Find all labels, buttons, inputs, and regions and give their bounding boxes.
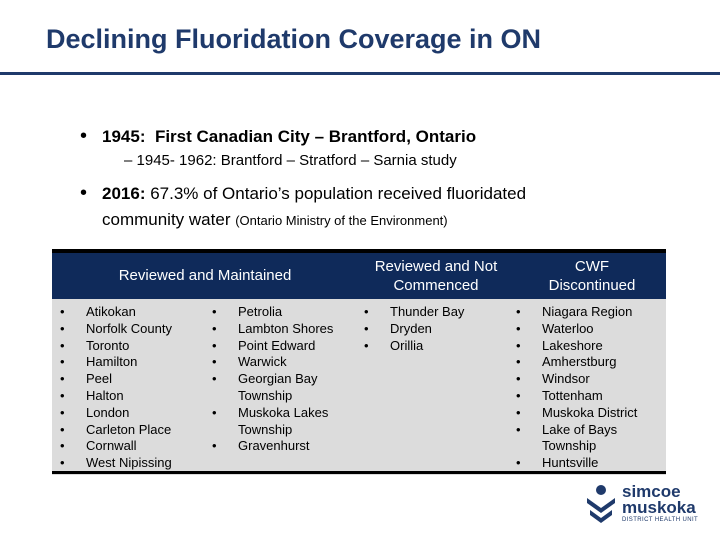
bullet-2016-line2-text: community water bbox=[102, 210, 231, 229]
list-bullet: • bbox=[60, 320, 65, 336]
list-bullet: • bbox=[516, 387, 521, 403]
column-maintained-2 bbox=[212, 304, 333, 455]
list-bullet: • bbox=[516, 354, 521, 370]
list-item bbox=[212, 304, 333, 321]
list-bullet: • bbox=[60, 371, 65, 387]
list-bullet: • bbox=[516, 455, 521, 471]
list-item bbox=[60, 405, 172, 422]
list-item bbox=[60, 371, 172, 388]
logo-district-health-unit: DISTRICT HEALTH UNIT bbox=[622, 517, 699, 523]
title-underline bbox=[0, 72, 720, 75]
list-item-text: Lake of Bays Township bbox=[542, 421, 618, 454]
list-bullet: • bbox=[60, 421, 65, 437]
list-item-text: Waterloo bbox=[542, 320, 594, 336]
list-item-text: Dryden bbox=[390, 320, 432, 336]
table-header bbox=[52, 249, 666, 299]
list-bullet: • bbox=[60, 387, 65, 403]
list-bullet: • bbox=[212, 438, 217, 454]
list-item-text: Lakeshore bbox=[542, 337, 603, 353]
list-item bbox=[60, 304, 172, 321]
list-bullet: • bbox=[60, 304, 65, 319]
list-item-text: Petrolia bbox=[238, 304, 283, 319]
list-bullet: • bbox=[60, 455, 65, 471]
list-bullet: • bbox=[516, 371, 521, 387]
list-bullet: • bbox=[212, 304, 217, 319]
header-cwf-discontinued: CWF Discontinued bbox=[548, 258, 636, 294]
bullet-dot: • bbox=[80, 125, 88, 147]
column-maintained-1 bbox=[60, 304, 172, 472]
list-item-text: Gravenhurst bbox=[238, 438, 310, 454]
list-item bbox=[516, 371, 637, 388]
list-item bbox=[364, 321, 464, 338]
list-item bbox=[212, 354, 333, 371]
fluoridation-table bbox=[52, 249, 666, 475]
bullet-1945-year: 1945: bbox=[102, 127, 146, 146]
list-item bbox=[60, 388, 172, 405]
list-item bbox=[516, 455, 637, 472]
list-bullet: • bbox=[516, 337, 521, 353]
list-bullet: • bbox=[516, 320, 521, 336]
list-bullet: • bbox=[516, 421, 521, 437]
list-item bbox=[60, 338, 172, 355]
list-item-text: Norfolk County bbox=[86, 320, 172, 336]
list-item-text: Muskoka Lakes Township bbox=[238, 404, 329, 437]
simcoe-muskoka-logo bbox=[584, 484, 704, 530]
list-bullet: • bbox=[212, 320, 217, 336]
list-item-text: Peel bbox=[86, 371, 113, 387]
header-reviewed-not-commenced: Reviewed and Not Commenced bbox=[374, 258, 498, 294]
table-top-border bbox=[52, 249, 666, 253]
list-item-text: Tottenham bbox=[542, 387, 603, 403]
list-item-text: West Nipissing bbox=[86, 455, 172, 471]
bullet-2016-source: (Ontario Ministry of the Environment) bbox=[235, 213, 448, 228]
list-item-text: Hamilton bbox=[86, 354, 138, 370]
column-not-commenced bbox=[364, 304, 464, 354]
list-bullet: • bbox=[364, 320, 369, 336]
list-item-text: Thunder Bay bbox=[390, 304, 465, 319]
list-item bbox=[60, 438, 172, 455]
list-bullet: • bbox=[364, 304, 369, 319]
list-bullet: • bbox=[364, 337, 369, 353]
health-unit-logo-icon bbox=[584, 484, 618, 528]
list-bullet: • bbox=[212, 354, 217, 370]
list-item-text: London bbox=[86, 404, 130, 420]
list-bullet: • bbox=[516, 404, 521, 420]
column-discontinued bbox=[516, 304, 637, 472]
bullet-2016-line2 bbox=[102, 210, 448, 230]
list-bullet: • bbox=[60, 438, 65, 454]
list-item bbox=[516, 405, 637, 422]
list-bullet: • bbox=[212, 337, 217, 353]
list-item-text: Halton bbox=[86, 387, 124, 403]
list-bullet: • bbox=[60, 337, 65, 353]
bullet-1945-text: First Canadian City – Brantford, Ontario bbox=[154, 127, 477, 146]
list-item bbox=[516, 304, 637, 321]
sub-bullet-study: – 1945- 1962: Brantford – Stratford – Sarnia study bbox=[124, 152, 457, 169]
bullet-2016-text: 67.3% of Ontario’s population received fluoridated bbox=[150, 184, 527, 203]
list-bullet: • bbox=[516, 304, 521, 319]
list-item-text: Georgian Bay Township bbox=[238, 371, 318, 403]
list-item bbox=[212, 371, 333, 405]
list-item bbox=[60, 422, 172, 439]
list-item bbox=[516, 354, 637, 371]
list-item bbox=[212, 405, 333, 439]
list-item-text: Amherstburg bbox=[542, 354, 617, 370]
list-bullet: • bbox=[212, 371, 217, 387]
list-item bbox=[516, 422, 637, 456]
list-item bbox=[212, 321, 333, 338]
list-item-text: Warwick bbox=[238, 354, 287, 370]
list-item bbox=[60, 354, 172, 371]
logo-muskoka: muskoka bbox=[622, 498, 696, 517]
list-item bbox=[516, 338, 637, 355]
list-item bbox=[364, 338, 464, 355]
list-item-text: Niagara Region bbox=[542, 304, 633, 319]
list-item-text: Atikokan bbox=[86, 304, 136, 319]
list-item bbox=[60, 321, 172, 338]
list-item-text: Muskoka District bbox=[542, 404, 638, 420]
list-item-text: Carleton Place bbox=[86, 421, 172, 437]
list-item-text: Point Edward bbox=[238, 337, 316, 353]
list-item-text: Toronto bbox=[86, 337, 130, 353]
list-bullet: • bbox=[60, 404, 65, 420]
list-item-text: Cornwall bbox=[86, 438, 137, 454]
table-bottom-border bbox=[52, 471, 666, 474]
list-item bbox=[364, 304, 464, 321]
list-item bbox=[516, 388, 637, 405]
list-item bbox=[60, 455, 172, 472]
slide-title: Declining Fluoridation Coverage in ON bbox=[46, 24, 542, 54]
list-item-text: Lambton Shores bbox=[238, 320, 334, 336]
logo-simcoe: simcoe bbox=[622, 482, 681, 501]
list-item bbox=[212, 338, 333, 355]
header-reviewed-maintained: Reviewed and Maintained bbox=[118, 267, 292, 284]
list-item bbox=[212, 438, 333, 455]
list-item bbox=[516, 321, 637, 338]
bullet-2016-year: 2016: bbox=[102, 184, 146, 203]
list-item-text: Huntsville bbox=[542, 455, 599, 471]
bullet-dot: • bbox=[80, 182, 88, 204]
list-bullet: • bbox=[212, 404, 217, 420]
list-bullet: • bbox=[60, 354, 65, 370]
list-item-text: Windsor bbox=[542, 371, 590, 387]
list-item-text: Orillia bbox=[390, 337, 424, 353]
